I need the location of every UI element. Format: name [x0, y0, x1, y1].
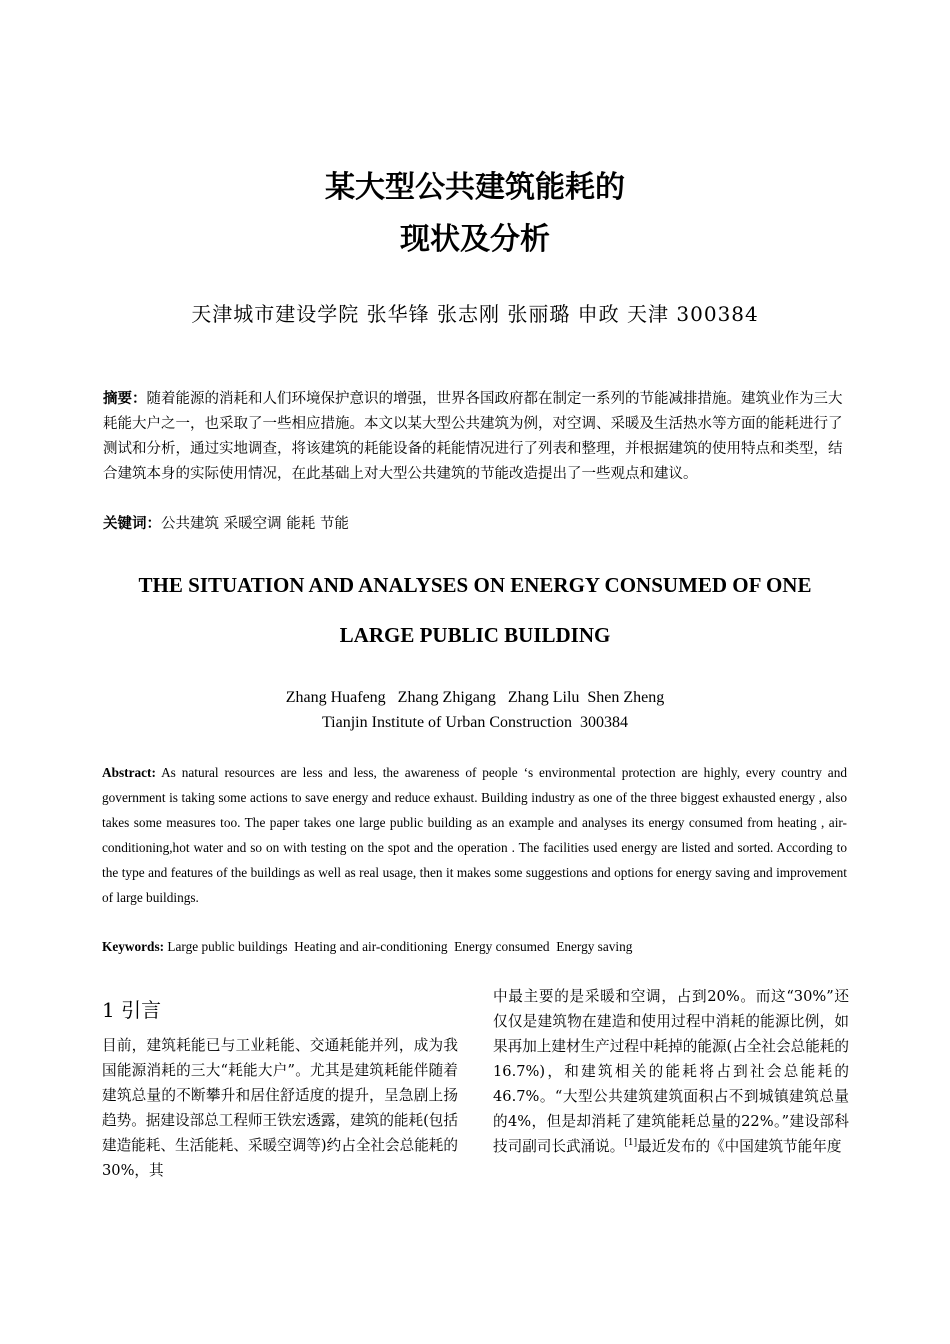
english-keywords: [102, 934, 847, 959]
chinese-authors: 天津城市建设学院 张华锋 张志刚 张丽璐 申政 天津 300384: [191, 302, 759, 326]
english-abstract-text: As natural resources are less and less, the awareness of people ‘s environmental protection are highly, every country and government is taking some actions to save energy and reduce exhaust. Building industry as one of the three biggest exhausted energy , also takes some measures too. The paper takes one large public building as an example and analyses its energy consumed from heating , air-conditioning,hot water and so on with testing on the spot and the operation . The facilities used energy are listed and sorted. According to the type and features of the buildings as well as real usage, then it makes some suggestions and options for energy saving and improvement of large buildings.: [102, 765, 847, 905]
english-keywords-text: Large public buildings Heating and air-conditioning Energy consumed Energy saving: [167, 939, 633, 954]
english-abstract: [102, 760, 847, 910]
chinese-keywords: [103, 512, 843, 537]
english-keywords-label: Keywords:: [102, 939, 165, 954]
paper-title-line-1: 某大型公共建筑能耗的: [325, 170, 625, 205]
right-column-paragraph: [493, 984, 849, 1159]
right-column-text-2: 最近发布的《中国建筑节能年度: [637, 1138, 842, 1155]
left-column: [102, 1033, 458, 1183]
english-authors: Zhang Huafeng Zhang Zhigang Zhang Lilu Shen Zheng: [285, 689, 665, 706]
section-heading: 1 引言: [102, 998, 162, 1022]
english-abstract-label: Abstract:: [102, 765, 156, 780]
paper-title-line-2: 现状及分析: [400, 222, 550, 257]
chinese-abstract: [103, 387, 843, 487]
chinese-abstract-text: 随着能源的消耗和人们环境保护意识的增强，世界各国政府都在制定一系列的节能减排措施。建筑业作为三大耗能大户之一，也采取了一些相应措施。本文以某大型公共建筑为例，对空调、采暖及生活热水等方面的能耗进行了测试和分析，通过实地调查，将该建筑的耗能设备的耗能情况进行了列表和整理，并根据建筑的使用特点和类型，结合建筑本身的实际使用情况，在此基础上对大型公共建筑的节能改造提出了一些观点和建议。: [103, 391, 843, 482]
citation-reference[interactable]: [1]: [624, 1138, 638, 1148]
right-column-text-1: 中最主要的是采暖和空调，占到20%。而这“30%”还仅仅是建筑物在建造和使用过程中消耗的能源比例，如果再加上建材生产过程中耗掉的能源(占全社会总能耗的16.7%)，和建筑相关的能耗将占到社会总能耗的46.7%。“大型公共建筑建筑面积占不到城镇建筑总量的4%，但是却消耗了建筑能耗总量的22%。”建设部科技司副司长武涌说。: [493, 988, 849, 1155]
chinese-keywords-text: 公共建筑 采暖空调 能耗 节能: [161, 516, 349, 532]
chinese-abstract-label: 摘要：: [103, 391, 147, 407]
english-title-line-2: LARGE PUBLIC BUILDING: [339, 623, 611, 647]
english-affiliation: Tianjin Institute of Urban Construction 300384: [321, 714, 629, 731]
chinese-keywords-label: 关键词：: [103, 516, 161, 532]
english-title-line-1: THE SITUATION AND ANALYSES ON ENERGY CONSUMED OF ONE: [138, 573, 812, 597]
left-column-paragraph: 目前，建筑耗能已与工业耗能、交通耗能并列，成为我国能源消耗的三大“耗能大户”。尤其是建筑耗能伴随着建筑总量的不断攀升和居住舒适度的提升，呈急剧上扬趋势。据建设部总工程师王铁宏透露，建筑的能耗(包括建造能耗、生活能耗、采暖空调等)约占全社会总能耗的30%，其: [102, 1037, 458, 1179]
right-column: [493, 984, 849, 1159]
